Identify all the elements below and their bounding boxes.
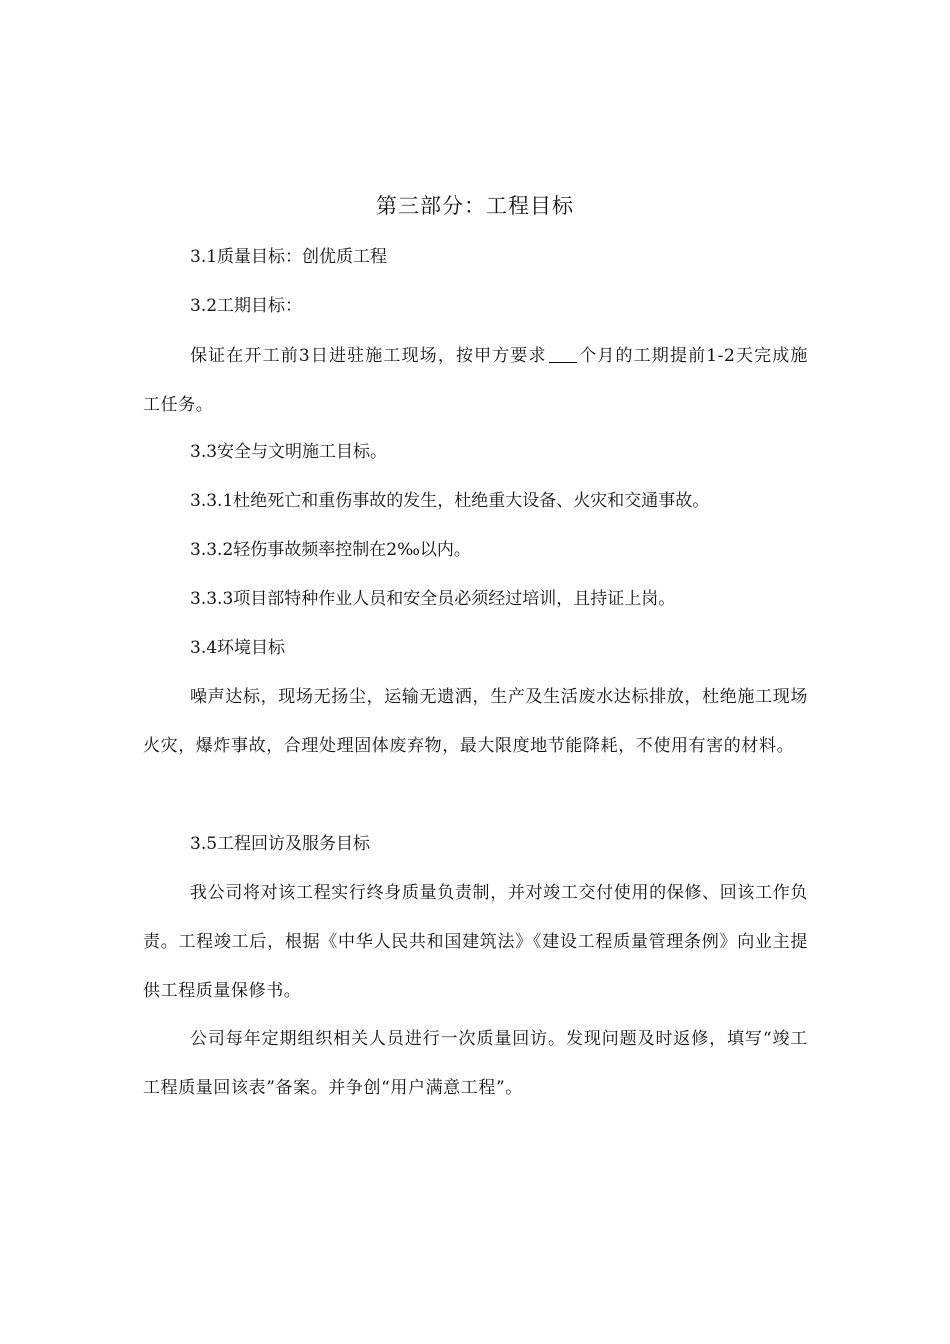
paragraph-schedule: [143, 332, 808, 430]
section-3-2-schedule-goal: 3.2工期目标：: [190, 296, 303, 316]
section-3-5-service-goal: 3.5工程回访及服务目标: [190, 834, 371, 854]
section-3-3-1: 3.3.1杜绝死亡和重伤事故的发生，杜绝重大设备、火灾和交通事故。: [190, 491, 710, 511]
blank-underline: [549, 344, 577, 363]
paragraph-environment: 噪声达标，现场无扬尘，运输无遗洒，生产及生活废水达标排放，杜绝施工现场火灾，爆炸事故，合理处理固体废弃物，最大限度地节能降耗，不使用有害的材料。: [143, 687, 808, 756]
section-3-1-quality-goal: 3.1质量目标：创优质工程: [190, 247, 388, 267]
section-3-3-3: 3.3.3项目部特种作业人员和安全员必须经过培训，且持证上岗。: [190, 589, 676, 609]
schedule-text-part-2: 个月的工期提前1-2天完成施工任务。: [143, 346, 808, 415]
paragraph-service-2: 公司每年定期组织相关人员进行一次质量回访。发现问题及时返修，填写“竣工工程质量回该表”备案。并争创“用户满意工程”。: [143, 1029, 808, 1098]
section-3-3-2: 3.3.2轻伤事故频率控制在2‰以内。: [190, 540, 471, 560]
schedule-text-part-1: 保证在开工前3日进驻施工现场，按甲方要求: [190, 346, 547, 366]
paragraph-service-1: 我公司将对该工程实行终身质量负责制，并对竣工交付使用的保修、回该工作负责。工程竣工后，根据《中华人民共和国建筑法》《建设工程质量管理条例》向业主提供工程质量保修书。: [143, 883, 808, 1001]
section-3-4-environment-goal: 3.4环境目标: [190, 638, 286, 658]
page-title: 第三部分：工程目标: [376, 194, 574, 218]
section-3-3-safety-goal: 3.3安全与文明施工目标。: [190, 442, 388, 462]
